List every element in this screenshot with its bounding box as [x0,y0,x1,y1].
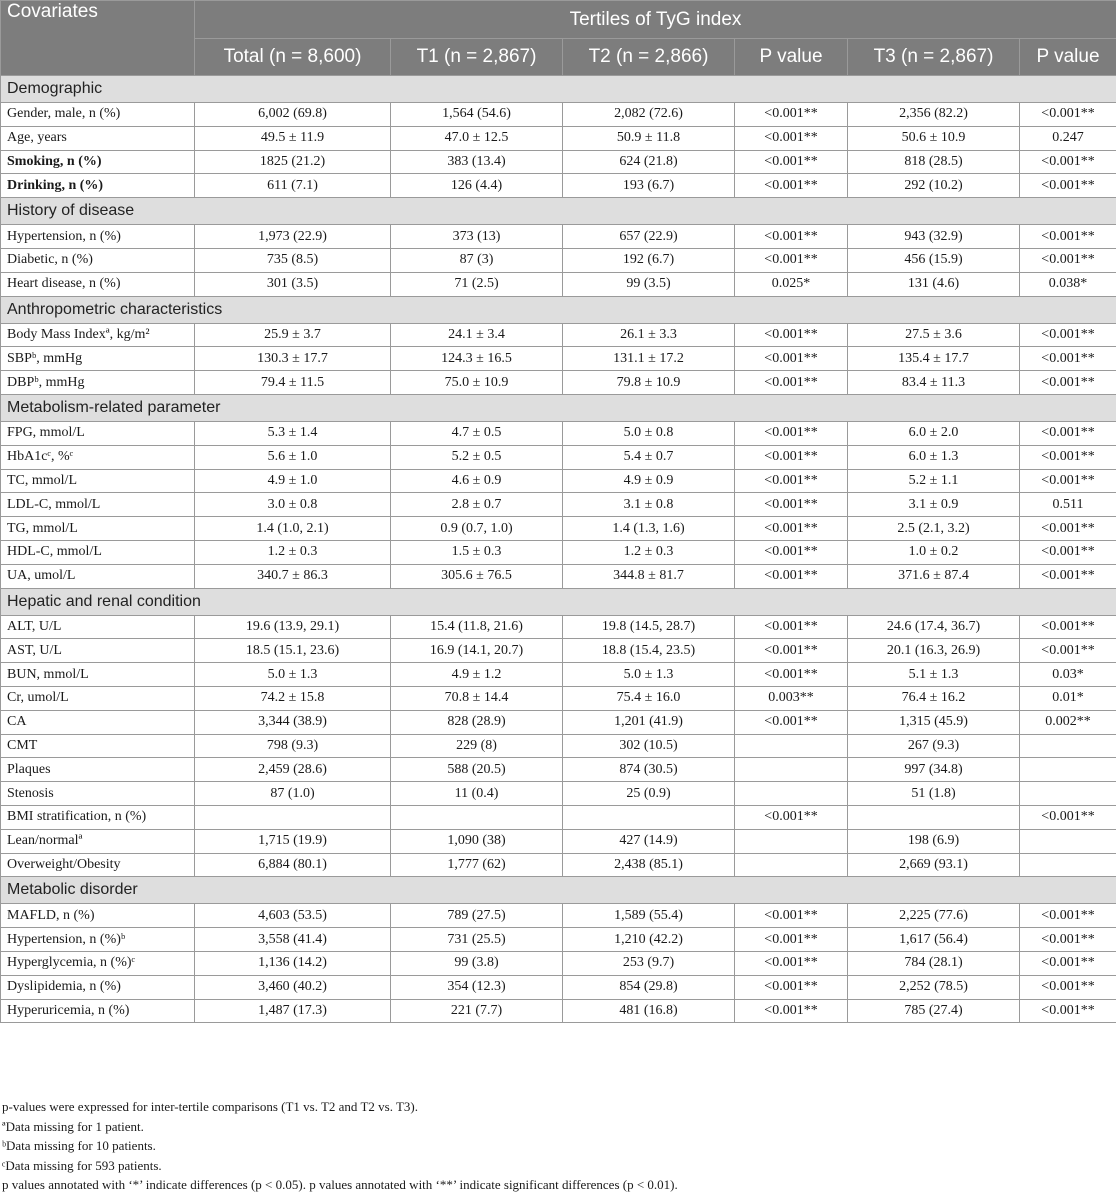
table-cell: <0.001** [1020,975,1116,999]
table-cell: 943 (32.9) [848,225,1020,249]
table-cell: 301 (3.5) [195,272,391,296]
table-cell: <0.001** [1020,564,1116,588]
table-cell: 1,715 (19.9) [195,829,391,853]
row-label: Hypertension, n (%)ᵇ [1,928,195,952]
covariates-header: Covariates [1,1,195,76]
table-cell: 1.2 ± 0.3 [195,540,391,564]
row-label: Drinking, n (%) [1,174,195,198]
table-cell: 5.6 ± 1.0 [195,445,391,469]
table-row [1,805,1116,829]
section-title: History of disease [1,198,1116,225]
table-cell: 130.3 ± 17.7 [195,347,391,371]
table-cell: <0.001** [1020,517,1116,541]
footnote: ªData missing for 1 patient. [2,1118,144,1134]
col-p1-header: P value [735,39,848,76]
table-cell: 0.025* [735,272,848,296]
row-label: Cr, umol/L [1,686,195,710]
table-cell: <0.001** [735,248,848,272]
table-cell: <0.001** [1020,248,1116,272]
table-cell: <0.001** [735,445,848,469]
table-cell: 1.5 ± 0.3 [391,540,563,564]
col-t2-header: T2 (n = 2,866) [563,39,735,76]
table-cell: 25 (0.9) [563,782,735,806]
table-row [1,371,1116,395]
table-cell [1020,782,1116,806]
table-cell: 0.038* [1020,272,1116,296]
table-cell: 50.6 ± 10.9 [848,126,1020,150]
table-cell: 456 (15.9) [848,248,1020,272]
table-cell: 4.9 ± 1.0 [195,469,391,493]
table-cell: 126 (4.4) [391,174,563,198]
table-cell [563,805,735,829]
footnotes [2,1097,678,1195]
table-cell: 50.9 ± 11.8 [563,126,735,150]
row-label: Diabetic, n (%) [1,248,195,272]
table-row [1,686,1116,710]
table-cell: 19.8 (14.5, 28.7) [563,615,735,639]
row-label: HDL-C, mmol/L [1,540,195,564]
table-cell: 76.4 ± 16.2 [848,686,1020,710]
table-row [1,853,1116,877]
table-row [1,323,1116,347]
table-cell: 789 (27.5) [391,904,563,928]
table-row [1,225,1116,249]
table-cell: 340.7 ± 86.3 [195,564,391,588]
row-label: Dyslipidemia, n (%) [1,975,195,999]
table-cell: 79.4 ± 11.5 [195,371,391,395]
row-label: LDL-C, mmol/L [1,493,195,517]
table-row [1,469,1116,493]
table-cell: 854 (29.8) [563,975,735,999]
table-cell: 1.4 (1.3, 1.6) [563,517,735,541]
table-cell: 611 (7.1) [195,174,391,198]
table-cell [735,734,848,758]
table-cell: 292 (10.2) [848,174,1020,198]
table-cell: 135.4 ± 17.7 [848,347,1020,371]
table-cell: <0.001** [735,150,848,174]
table-cell: 18.8 (15.4, 23.5) [563,639,735,663]
table-cell: 302 (10.5) [563,734,735,758]
table-cell [1020,758,1116,782]
table-row [1,445,1116,469]
table-cell: <0.001** [1020,928,1116,952]
table-cell: <0.001** [1020,371,1116,395]
table-row [1,639,1116,663]
table-row [1,999,1116,1023]
row-label: UA, umol/L [1,564,195,588]
footnote: ᶜData missing for 593 patients. [2,1157,162,1173]
table-cell: 4,603 (53.5) [195,904,391,928]
row-label: Hyperglycemia, n (%)ᶜ [1,951,195,975]
table-cell: 784 (28.1) [848,951,1020,975]
table-cell: 354 (12.3) [391,975,563,999]
section-header-row [1,296,1116,323]
table-cell: 1,210 (42.2) [563,928,735,952]
table-cell: 731 (25.5) [391,928,563,952]
table-row [1,272,1116,296]
table-cell: 798 (9.3) [195,734,391,758]
table-cell: 5.2 ± 0.5 [391,445,563,469]
table-cell: <0.001** [735,663,848,687]
table-cell: <0.001** [735,421,848,445]
table-cell: 51 (1.8) [848,782,1020,806]
table-cell: <0.001** [1020,174,1116,198]
table-cell: 588 (20.5) [391,758,563,782]
table-cell: 2,252 (78.5) [848,975,1020,999]
table-row [1,975,1116,999]
table-row [1,782,1116,806]
table-cell [735,758,848,782]
table-cell: 24.6 (17.4, 36.7) [848,615,1020,639]
table-row [1,663,1116,687]
table-cell: 6,884 (80.1) [195,853,391,877]
table-row [1,904,1116,928]
table-cell: <0.001** [1020,540,1116,564]
table-row [1,517,1116,541]
row-label: Hypertension, n (%) [1,225,195,249]
table-cell: <0.001** [1020,445,1116,469]
table-cell: 4.6 ± 0.9 [391,469,563,493]
row-label: HbA1cᶜ, %ᶜ [1,445,195,469]
table-cell: 2.5 (2.1, 3.2) [848,517,1020,541]
table-cell: <0.001** [735,904,848,928]
section-header-row [1,198,1116,225]
table-cell [391,805,563,829]
table-cell: 19.6 (13.9, 29.1) [195,615,391,639]
table-cell: <0.001** [735,999,848,1023]
table-cell: 1825 (21.2) [195,150,391,174]
table-cell: 70.8 ± 14.4 [391,686,563,710]
row-label: Gender, male, n (%) [1,103,195,127]
table-cell: <0.001** [1020,225,1116,249]
row-label: DBPᵇ, mmHg [1,371,195,395]
table-cell: 87 (1.0) [195,782,391,806]
table-cell: <0.001** [735,540,848,564]
table-cell: 1,777 (62) [391,853,563,877]
table-cell: <0.001** [735,975,848,999]
table-cell: <0.001** [735,564,848,588]
table-cell: 87 (3) [391,248,563,272]
table-cell: <0.001** [1020,469,1116,493]
table-row [1,126,1116,150]
table-cell [735,829,848,853]
section-title: Metabolism-related parameter [1,394,1116,421]
table-cell: 2,082 (72.6) [563,103,735,127]
table-cell: 2,459 (28.6) [195,758,391,782]
table-row [1,103,1116,127]
table-cell: 1,617 (56.4) [848,928,1020,952]
table-cell: <0.001** [735,347,848,371]
table-cell: 5.2 ± 1.1 [848,469,1020,493]
table-cell: 3.1 ± 0.9 [848,493,1020,517]
table-cell: 5.0 ± 1.3 [195,663,391,687]
table-cell: 373 (13) [391,225,563,249]
table-cell: <0.001** [1020,951,1116,975]
table-cell: 1,315 (45.9) [848,710,1020,734]
table-cell: 79.8 ± 10.9 [563,371,735,395]
table-cell: 18.5 (15.1, 23.6) [195,639,391,663]
table-cell: <0.001** [735,615,848,639]
table-cell: 5.4 ± 0.7 [563,445,735,469]
row-label: Stenosis [1,782,195,806]
table-cell: 874 (30.5) [563,758,735,782]
table-cell: <0.001** [1020,999,1116,1023]
table-cell: <0.001** [1020,103,1116,127]
table-cell: <0.001** [735,323,848,347]
table-cell: 0.511 [1020,493,1116,517]
table-cell: 20.1 (16.3, 26.9) [848,639,1020,663]
table-row [1,951,1116,975]
table-cell: 99 (3.5) [563,272,735,296]
table-cell: <0.001** [735,710,848,734]
section-title: Anthropometric characteristics [1,296,1116,323]
table-cell: <0.001** [735,928,848,952]
table-row [1,174,1116,198]
table-cell: 1,487 (17.3) [195,999,391,1023]
table-cell: <0.001** [1020,347,1116,371]
table-cell [1020,829,1116,853]
table-cell: 481 (16.8) [563,999,735,1023]
section-header-row [1,394,1116,421]
table-cell: 193 (6.7) [563,174,735,198]
section-title: Hepatic and renal condition [1,588,1116,615]
section-title: Metabolic disorder [1,877,1116,904]
table-cell: 2.8 ± 0.7 [391,493,563,517]
table-row [1,710,1116,734]
section-header-row [1,588,1116,615]
row-label: AST, U/L [1,639,195,663]
tertiles-header: Tertiles of TyG index [195,1,1116,39]
table-cell: 3.0 ± 0.8 [195,493,391,517]
table-cell: 5.0 ± 1.3 [563,663,735,687]
table-cell: 131.1 ± 17.2 [563,347,735,371]
table-cell [735,782,848,806]
table-row [1,564,1116,588]
table-cell: 1,589 (55.4) [563,904,735,928]
row-label: Heart disease, n (%) [1,272,195,296]
row-label: Body Mass Indexª, kg/m² [1,323,195,347]
table-cell: 305.6 ± 76.5 [391,564,563,588]
table-cell: 828 (28.9) [391,710,563,734]
table-cell: 0.01* [1020,686,1116,710]
table-row [1,493,1116,517]
table-cell: 4.9 ± 0.9 [563,469,735,493]
table-cell: 229 (8) [391,734,563,758]
table-cell: 71 (2.5) [391,272,563,296]
col-t1-header: T1 (n = 2,867) [391,39,563,76]
table-cell: 344.8 ± 81.7 [563,564,735,588]
table-cell: 4.9 ± 1.2 [391,663,563,687]
table-cell: 1,973 (22.9) [195,225,391,249]
table-cell: 997 (34.8) [848,758,1020,782]
table-cell: 785 (27.4) [848,999,1020,1023]
table-cell: 0.9 (0.7, 1.0) [391,517,563,541]
table-cell: 15.4 (11.8, 21.6) [391,615,563,639]
table-row [1,928,1116,952]
table-cell: 657 (22.9) [563,225,735,249]
table-cell: 267 (9.3) [848,734,1020,758]
table-cell: 1,090 (38) [391,829,563,853]
table-row [1,540,1116,564]
table-cell: <0.001** [1020,150,1116,174]
table-cell: 75.4 ± 16.0 [563,686,735,710]
section-title: Demographic [1,76,1116,103]
table-cell: <0.001** [735,174,848,198]
row-label: CMT [1,734,195,758]
table-cell: 5.3 ± 1.4 [195,421,391,445]
footnote: p values annotated with ‘*’ indicate differences (p < 0.05). p values annotated with ‘**’ indicate significant differences (p < 0.01). [2,1177,678,1192]
table-cell: 221 (7.7) [391,999,563,1023]
table-cell: 2,356 (82.2) [848,103,1020,127]
table-cell: 2,669 (93.1) [848,853,1020,877]
table-cell: 0.002** [1020,710,1116,734]
table-cell: 624 (21.8) [563,150,735,174]
table-cell: 25.9 ± 3.7 [195,323,391,347]
table-cell: 3.1 ± 0.8 [563,493,735,517]
table-cell: 24.1 ± 3.4 [391,323,563,347]
table-cell: 47.0 ± 12.5 [391,126,563,150]
table-cell: <0.001** [735,126,848,150]
table-cell: 0.247 [1020,126,1116,150]
section-header-row [1,76,1116,103]
table-cell: 1,201 (41.9) [563,710,735,734]
table-cell: 253 (9.7) [563,951,735,975]
row-label: MAFLD, n (%) [1,904,195,928]
row-label: Plaques [1,758,195,782]
table-cell: <0.001** [735,371,848,395]
row-label: Age, years [1,126,195,150]
table-cell: 427 (14.9) [563,829,735,853]
table-cell: <0.001** [735,493,848,517]
table-cell: <0.001** [1020,805,1116,829]
col-t3-header: T3 (n = 2,867) [848,39,1020,76]
table-cell [735,853,848,877]
table-cell [195,805,391,829]
table-cell: 26.1 ± 3.3 [563,323,735,347]
table-cell: 735 (8.5) [195,248,391,272]
row-label: BMI stratification, n (%) [1,805,195,829]
table-cell: <0.001** [735,951,848,975]
table-cell: 4.7 ± 0.5 [391,421,563,445]
table-cell: 124.3 ± 16.5 [391,347,563,371]
table-cell: 74.2 ± 15.8 [195,686,391,710]
table-cell: 27.5 ± 3.6 [848,323,1020,347]
table-cell: <0.001** [1020,421,1116,445]
table-row [1,734,1116,758]
table-cell: 2,225 (77.6) [848,904,1020,928]
row-label: TC, mmol/L [1,469,195,493]
table-cell: 1,564 (54.6) [391,103,563,127]
table-row [1,421,1116,445]
table-cell: <0.001** [735,639,848,663]
table-cell: 3,344 (38.9) [195,710,391,734]
table-row [1,347,1116,371]
table-cell: 6,002 (69.8) [195,103,391,127]
row-label: FPG, mmol/L [1,421,195,445]
table-row [1,829,1116,853]
table-cell: 0.03* [1020,663,1116,687]
table-cell: 1.4 (1.0, 2.1) [195,517,391,541]
table-cell: 131 (4.6) [848,272,1020,296]
table-cell: 1.2 ± 0.3 [563,540,735,564]
table-cell: 192 (6.7) [563,248,735,272]
table-cell: <0.001** [735,517,848,541]
table-cell: <0.001** [1020,639,1116,663]
table-cell: 6.0 ± 1.3 [848,445,1020,469]
table-cell: 5.0 ± 0.8 [563,421,735,445]
table-cell [1020,853,1116,877]
row-label: Overweight/Obesity [1,853,195,877]
table-cell: 49.5 ± 11.9 [195,126,391,150]
row-label: SBPᵇ, mmHg [1,347,195,371]
table-cell: 16.9 (14.1, 20.7) [391,639,563,663]
table-cell [848,805,1020,829]
table-cell: 371.6 ± 87.4 [848,564,1020,588]
row-label: BUN, mmol/L [1,663,195,687]
table-cell: 75.0 ± 10.9 [391,371,563,395]
table-cell [1020,734,1116,758]
row-label: CA [1,710,195,734]
col-p2-header: P value [1020,39,1116,76]
table-cell: 99 (3.8) [391,951,563,975]
table-row [1,150,1116,174]
table-cell: <0.001** [1020,904,1116,928]
footnote: ᵇData missing for 10 patients. [2,1138,156,1153]
table-cell: <0.001** [735,225,848,249]
table-cell: 83.4 ± 11.3 [848,371,1020,395]
table-row [1,758,1116,782]
table-cell: <0.001** [1020,615,1116,639]
table-row [1,248,1116,272]
table-cell: 0.003** [735,686,848,710]
table-cell: 11 (0.4) [391,782,563,806]
table-cell: 1.0 ± 0.2 [848,540,1020,564]
table-cell: 818 (28.5) [848,150,1020,174]
table-cell: 2,438 (85.1) [563,853,735,877]
table-cell: 383 (13.4) [391,150,563,174]
table-cell: 1,136 (14.2) [195,951,391,975]
row-label: Hyperuricemia, n (%) [1,999,195,1023]
table-cell: 3,558 (41.4) [195,928,391,952]
row-label: Lean/normalª [1,829,195,853]
footnote: p-values were expressed for inter-tertile comparisons (T1 vs. T2 and T2 vs. T3). [2,1099,418,1114]
table-body [1,76,1116,1023]
row-label: Smoking, n (%) [1,150,195,174]
col-total-header: Total (n = 8,600) [195,39,391,76]
table-cell: <0.001** [735,103,848,127]
table-cell: 6.0 ± 2.0 [848,421,1020,445]
row-label: ALT, U/L [1,615,195,639]
section-header-row [1,877,1116,904]
table-cell: <0.001** [735,805,848,829]
table-cell: 3,460 (40.2) [195,975,391,999]
table-cell: 5.1 ± 1.3 [848,663,1020,687]
table-cell: 198 (6.9) [848,829,1020,853]
row-label: TG, mmol/L [1,517,195,541]
table-cell: <0.001** [735,469,848,493]
table-cell: <0.001** [1020,323,1116,347]
table-row [1,615,1116,639]
